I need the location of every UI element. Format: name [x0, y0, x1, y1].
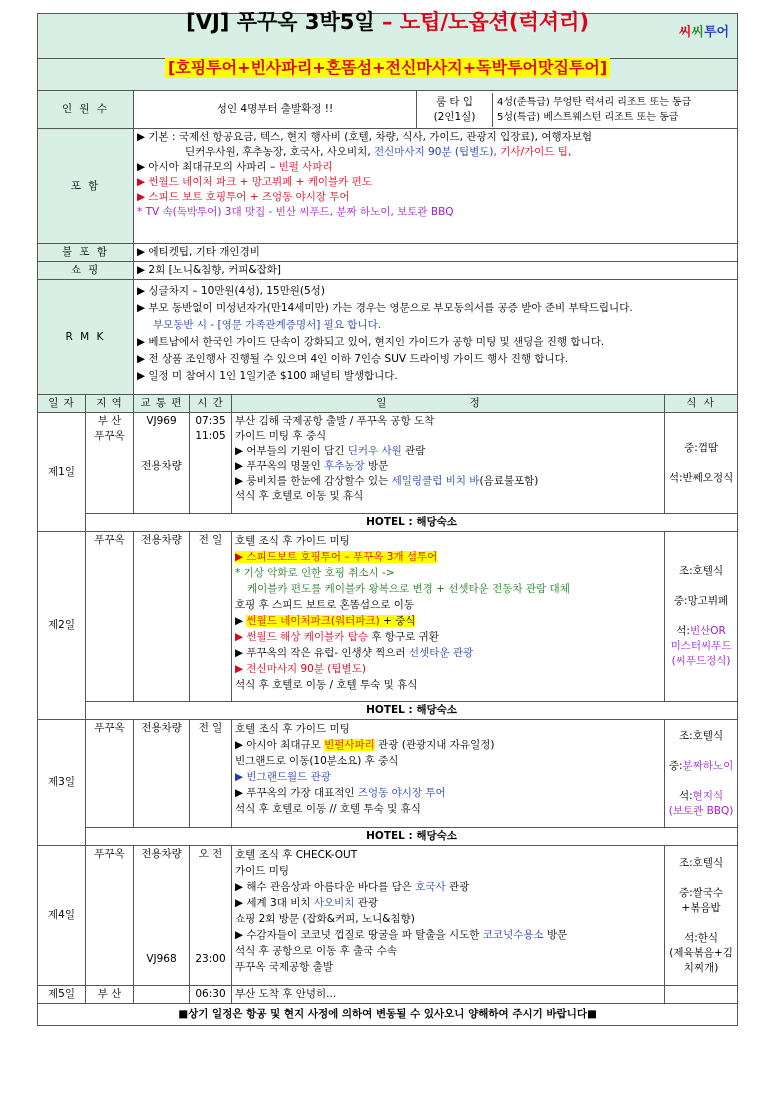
shopping-value: ▶ 2회 [노니&침향, 커피&잡화] [134, 262, 738, 280]
day2-meals: 조:호텔식 중:망고뷔페 석:빈산OR 미스터씨푸드 (씨푸드정식) [665, 532, 738, 702]
day3-transport: 전용차량 [134, 720, 190, 828]
title-dash: – [381, 10, 393, 34]
exclude-value: ▶ 에티켓팁, 기타 개인경비 [134, 244, 738, 262]
col-time: 시 간 [190, 395, 232, 413]
rmk-content: ▶ 싱글차지 – 10만원(4성), 15만원(5성) ▶ 부모 동반없이 미성년자가(만14세미만) 가는 경우는 영문으로 부모동의서를 공증 받아 준비 부탁드립니다. 부모동반 시 - [영문 가족관계증명서] 필요 합니다. ▶ 베트남에서 한국인 가이드 단속이 강화되고 있어, 현지인 가이드가 공항 미팅 및 샌딩을 진행 합니다. ▶ 전 상품 조인행사 진행될 수 있으며 4인 이하 7인승 SUV 드라이빙 가이드 행사 진행 합니다. ▶ 일정 미 참여시 1인 1일기준 $100 패널티 발생합니다. [134, 280, 738, 395]
day5-schedule: 부산 도착 후 안녕히... [232, 986, 665, 1004]
day1-meals: 중:껌땀 석:반쎄오정식 [665, 413, 738, 514]
hotel-option-4star: 4성(준특급) 무엉탄 럭셔리 리조트 또는 동급 [497, 96, 692, 108]
col-day: 일 자 [38, 395, 86, 413]
include-line: ▶ 썬월드 네이처 파크 + 망고뷔페 + 케이블카 편도 [137, 176, 372, 188]
include-line: ▶ 기본 : 국제선 항공요금, 텍스, 현지 행사비 (호텔, 차량, 식사, 가이드, 관광지 입장료), 여행자보험 [137, 131, 593, 143]
day1-label: 제1일 [38, 413, 86, 532]
day3-label: 제3일 [38, 720, 86, 846]
day4-time: 오 전 23:00 [190, 846, 232, 986]
day3-meals: 조:호텔식 중:분짜하노이 석:현지식 (보토콴 BBQ) [665, 720, 738, 828]
company-logo: 씨씨투어 [678, 25, 730, 40]
title-accent-2: (럭셔리) [508, 10, 589, 34]
hotel-options [493, 93, 737, 127]
day5-time: 06:30 [190, 986, 232, 1004]
day1-region: 부 산 푸꾸옥 [86, 413, 134, 514]
day2-transport: 전용차량 [134, 532, 190, 702]
title-prefix: [VJ] [186, 10, 230, 34]
day2-schedule: 호텔 조식 후 가이드 미팅 ▶ 스피드보트 호핑투어 – 푸꾸옥 3개 섬투어 * 기상 악화로 인한 호핑 취소시 -> 케이블카 편도를 케이블카 왕복으로 변경 + 선셋타운 전동차 관람 대체 호핑 후 스피드 보트로 혼똠섬으로 이동 ▶ 썬월드 네이처파크(워터파크) + 중식 ▶ 썬월드 해상 케이블카 탑승 후 항구로 귀환 ▶ 푸꾸옥의 작은 유럽- 인생샷 찍으러 선셋타운 관광 ▶ 전신마사지 90분 (팁별도) 석식 후 호텔로 이동 / 호텔 투숙 및 휴식 [232, 532, 665, 702]
day4-label: 제4일 [38, 846, 86, 986]
day2-region: 푸꾸옥 [86, 532, 134, 702]
day3-hotel: HOTEL : 해당숙소 [86, 828, 738, 846]
day1-time: 07:35 11:05 [190, 413, 232, 514]
subtitle: [호핑투어+빈사파리+혼똠섬+전신마사지+독박투어맛집투어] [165, 57, 610, 78]
rmk-label: R M K [38, 280, 134, 395]
day1-schedule: 부산 김해 국제공항 출발 / 푸꾸옥 공항 도착 가이드 미팅 후 중식 ▶ 어부들의 기원이 담긴 딘커우 사원 관람 ▶ 푸꾸옥의 명물인 후추농장 방문 ▶ 룽비치를 한눈에 감상할수 있는 세일링클럽 비치 바(음료불포함) 석식 후 호텔로 이동 및 휴식 [232, 413, 665, 514]
day5-region: 부 산 [86, 986, 134, 1004]
day4-meals: 조:호텔식 중:쌀국수 +볶음밥 석:한식 (제육볶음+김 치찌개) [665, 846, 738, 986]
include-label: 포 함 [38, 129, 134, 244]
people-label: 인 원 수 [38, 91, 134, 129]
day4-transport: 전용차량 VJ968 [134, 846, 190, 986]
document-title [38, 10, 738, 59]
room-label: 룸 타 입 [435, 95, 474, 108]
room-sub: (2인1실) [433, 110, 476, 123]
day4-region: 푸꾸옥 [86, 846, 134, 986]
day3-schedule: 호텔 조식 후 가이드 미팅 ▶ 아시아 최대규모 빈펄사파리 관광 (관광지내 자유일정) 빈그랜드로 이동(10분소요) 후 중식 ▶ 빈그랜드월드 관광 ▶ 푸꾸옥의 가장 대표적인 즈엉동 야시장 투어 석식 후 호텔로 이동 // 호텔 투숙 및 휴식 [232, 720, 665, 828]
day2-hotel: HOTEL : 해당숙소 [86, 702, 738, 720]
day4-schedule: 호텔 조식 후 CHECK-OUT 가이드 미팅 ▶ 해수 관음상과 아름다운 바다를 담은 호국사 관광 ▶ 세계 3대 비치 사오비치 관광 쇼핑 2회 방문 (잡화&커피, 노니&침향) ▶ 수감자들이 코코넛 껍질로 땅굴을 파 탈출을 시도한 코코넛수용소 방문 석식 후 공항으로 이동 후 출국 수속 푸꾸옥 국제공항 출발 [232, 846, 665, 986]
include-line: * TV 속(독박투어) 3대 맛집 - 빈산 씨푸드, 분짜 하노이, 보토콴 BBQ [137, 206, 454, 218]
day1-hotel: HOTEL : 해당숙소 [86, 514, 738, 532]
day5-label: 제5일 [38, 986, 86, 1004]
col-meal: 식 사 [665, 395, 738, 413]
col-transport: 교 통 편 [134, 395, 190, 413]
day1-transport: VJ969 전용차량 [134, 413, 190, 514]
shopping-label: 쇼 핑 [38, 262, 134, 280]
people-value: 성인 4명부터 출발확정 !! [134, 91, 417, 129]
exclude-label: 불 포 함 [38, 244, 134, 262]
subtitle-row [38, 59, 738, 91]
itinerary-document [37, 10, 737, 1026]
title-accent: 노팁/노옵션 [399, 10, 509, 34]
title-main: 푸꾸옥 3박5일 [236, 10, 375, 34]
day2-label: 제2일 [38, 532, 86, 720]
footer-notice: ■상기 일정은 항공 및 현지 사정에 의하여 변동될 수 있사오니 양해하여 주시기 바랍니다■ [38, 1004, 738, 1026]
room-type [417, 93, 493, 127]
hotel-option-5star: 5성(특급) 베스트웨스턴 리조트 또는 동급 [497, 111, 679, 123]
itinerary-table [37, 10, 738, 1026]
include-content: ▶ 기본 : 국제선 항공요금, 텍스, 현지 행사비 (호텔, 차량, 식사, 가이드, 관광지 입장료), 여행자보험 딘커우사원, 후추농장, 호국사, 사오비치, 전신마사지 90분 (팁별도), 기사/가이드 팁, ▶ 아시아 최대규모의 사파리 – 빈펄 사파리 ▶ 썬월드 네이처 파크 + 망고뷔페 + 케이블카 편도 ▶ 스피드 보트 호핑투어 + 즈엉동 야시장 투어 * TV 속(독박투어) 3대 맛집 - 빈산 씨푸드, 분짜 하노이, 보토콴 BBQ [134, 129, 738, 244]
col-schedule: 일 정 [232, 395, 665, 413]
include-line: ▶ 스피드 보트 호핑투어 + 즈엉동 야시장 투어 [137, 191, 350, 203]
day3-region: 푸꾸옥 [86, 720, 134, 828]
day2-time: 전 일 [190, 532, 232, 702]
col-region: 지 역 [86, 395, 134, 413]
day3-time: 전 일 [190, 720, 232, 828]
